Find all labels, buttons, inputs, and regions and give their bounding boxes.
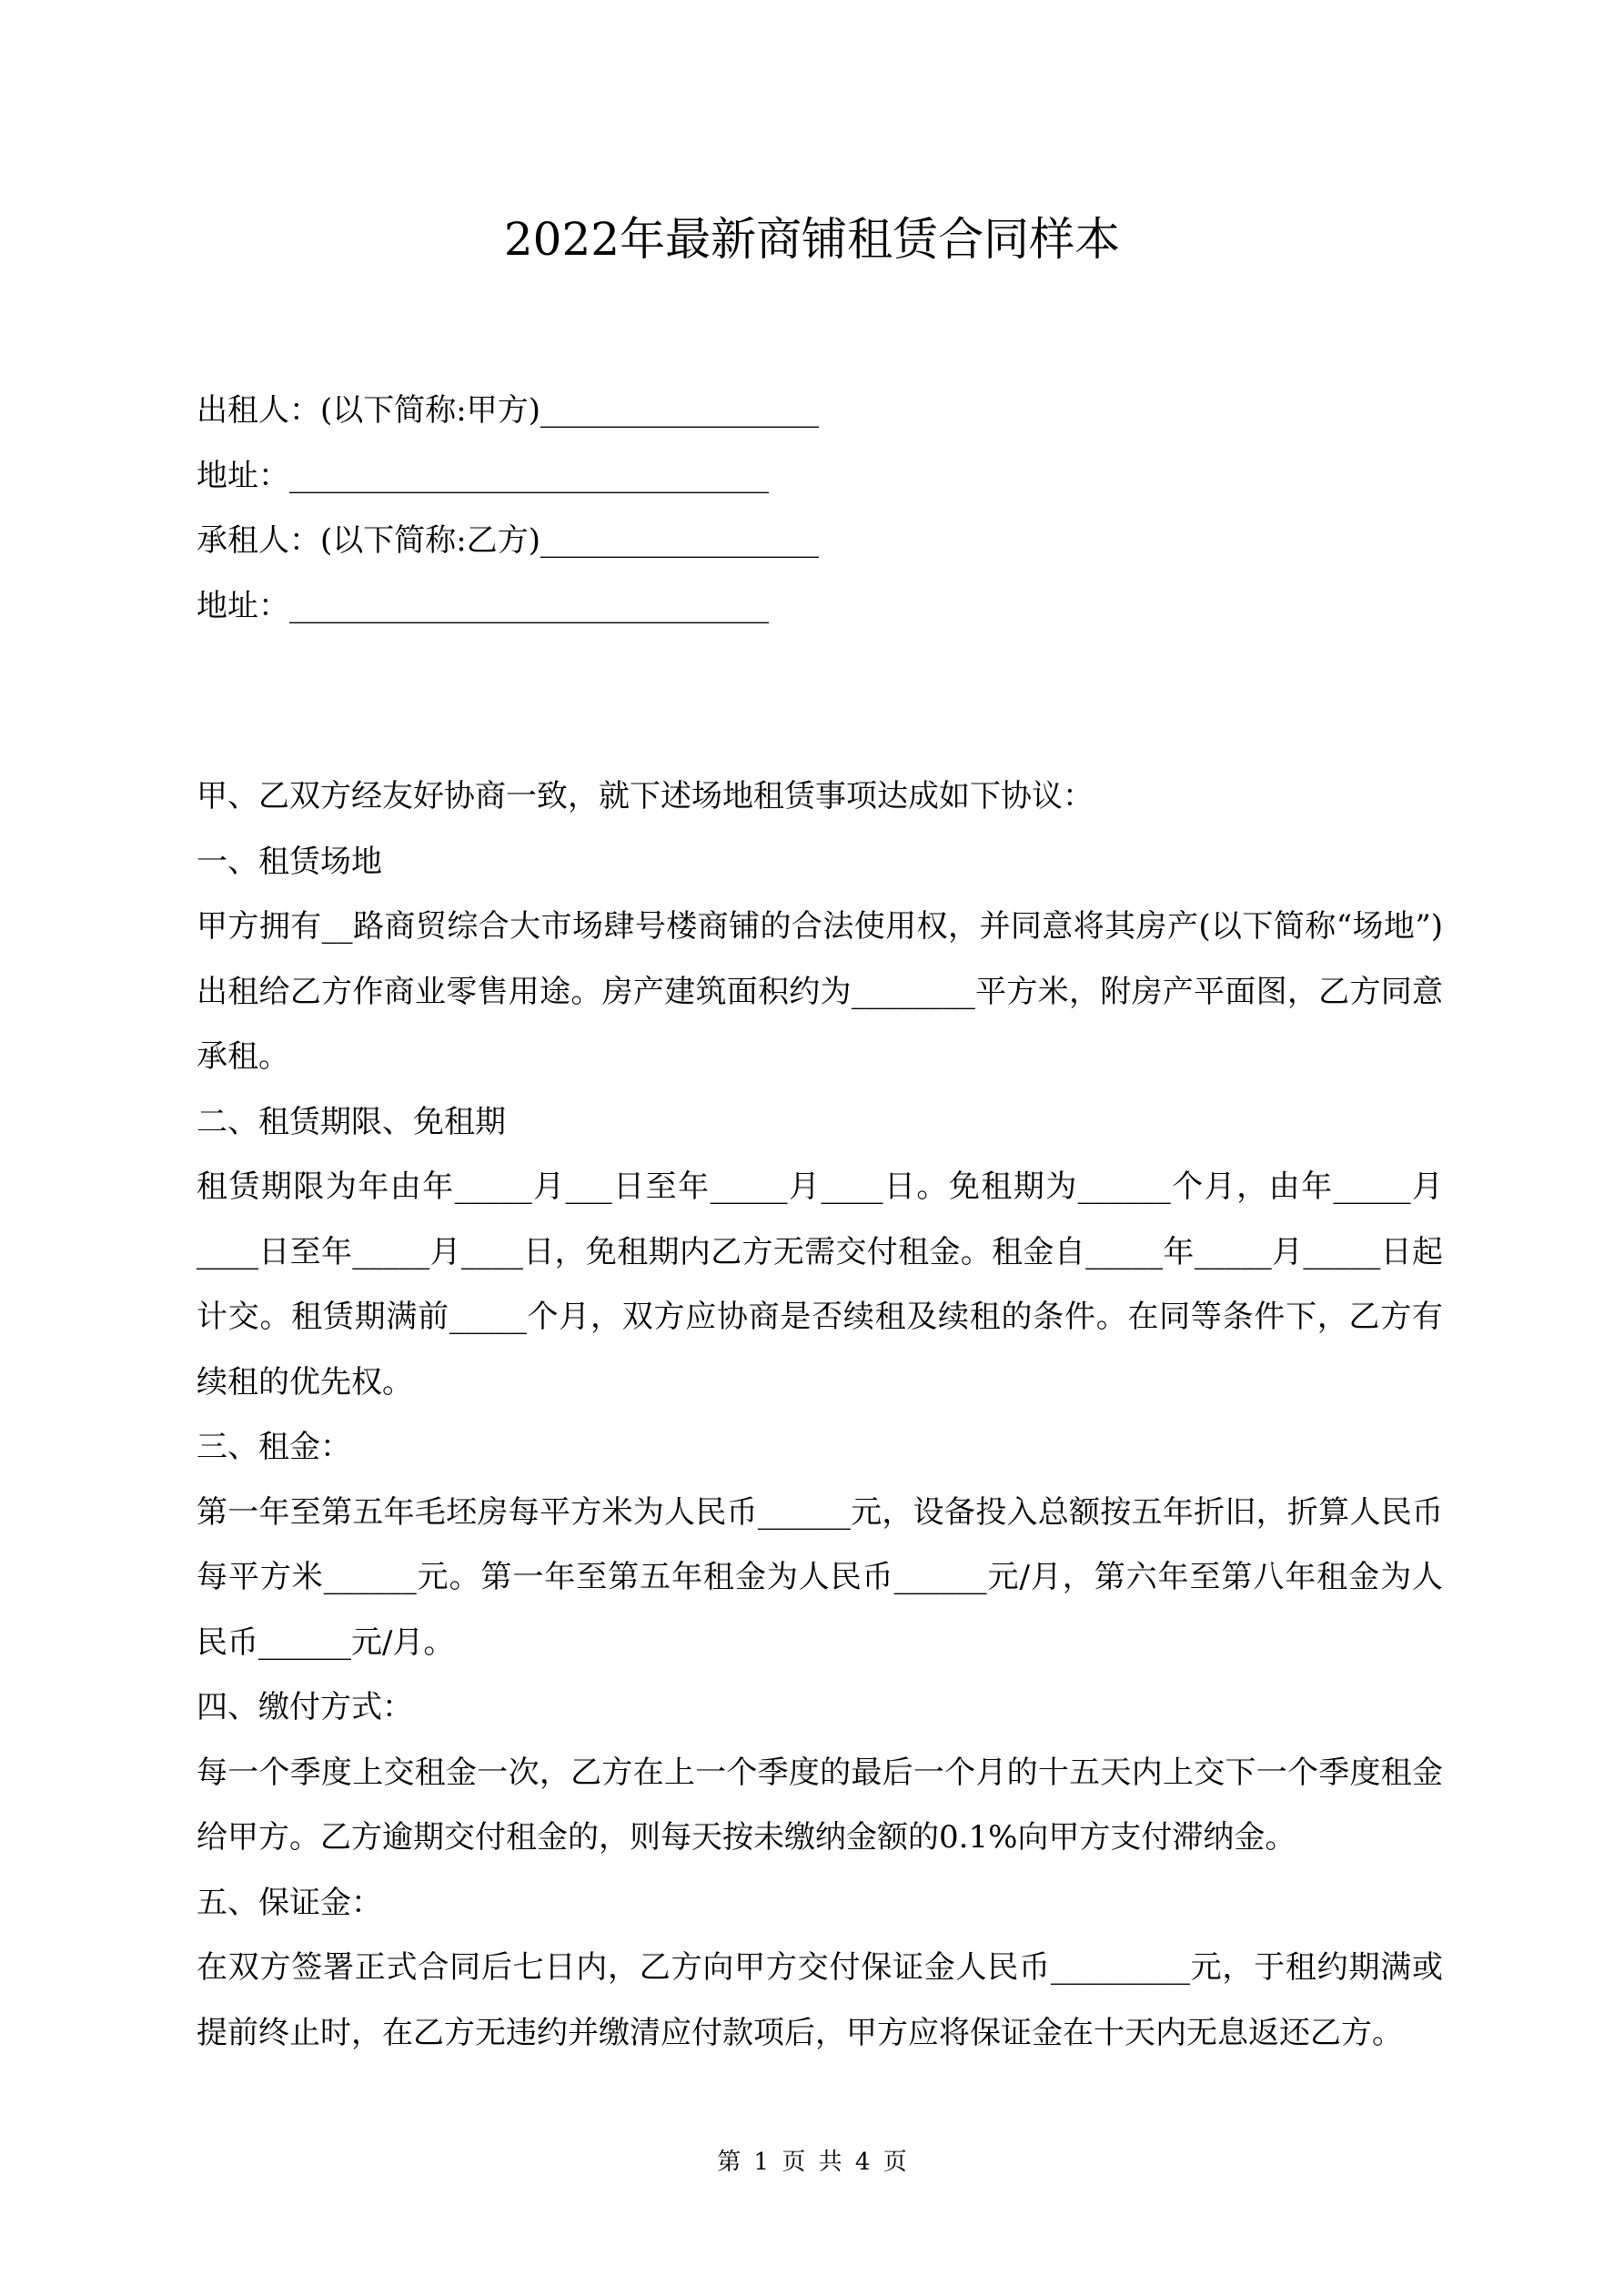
parties-block	[197, 379, 819, 639]
paragraph: 第一年至第五年毛坯房每平方米为人民币______元，设备投入总额按五年折旧，折算人民币每平方米______元。第一年至第五年租金为人民币______元/月，第六年至第八年租金为人民币______元/月。	[197, 1493, 1443, 1661]
paragraph: 租赁期限为年由年_____月___日至年_____月____日。免租期为______个月，由年_____月____日至年_____月____日，免租期内乙方无需交付租金。租金自_____年_____月_____日起计交。租赁期满前_____个月，双方应协商是否续租及续租的条件。在同等条件下，乙方有续租的优先权。	[197, 1168, 1443, 1401]
section-heading: 四、缴付方式：	[197, 1689, 413, 1725]
document-title: 2022年最新商铺租赁合同样本	[503, 213, 1121, 266]
lessee-line: 承租人：(以下简称:乙方)__________________	[197, 522, 819, 559]
page-footer: 第 1 页 共 4 页	[717, 2149, 907, 2176]
lessor-address-line: 地址：_______________________________	[197, 457, 769, 494]
paragraph: 在双方签署正式合同后七日内，乙方向甲方交付保证金人民币_________元，于租约期满或提前终止时，在乙方无违约并缴清应付款项后，甲方应将保证金在十天内无息返还乙方。	[197, 1949, 1443, 2051]
section-heading: 五、保证金：	[197, 1884, 382, 1921]
intro-paragraph: 甲、乙双方经友好协商一致，就下述场地租赁事项达成如下协议：	[197, 778, 1094, 814]
section-heading: 三、租金：	[197, 1429, 351, 1465]
paragraph: 每一个季度上交租金一次，乙方在上一个季度的最后一个月的十五天内上交下一个季度租金给甲方。乙方逾期交付租金的，则每天按未缴纳金额的0.1%向甲方支付滞纳金。	[197, 1754, 1443, 1856]
lessor-line: 出租人：(以下简称:甲方)__________________	[197, 392, 819, 429]
contract-body	[197, 764, 1443, 2066]
section-heading: 二、租赁期限、免租期	[197, 1103, 506, 1140]
section-heading: 一、租赁场地	[197, 843, 382, 880]
lessee-address-line: 地址：_______________________________	[197, 587, 769, 624]
paragraph: 甲方拥有__路商贸综合大市场肆号楼商铺的合法使用权，并同意将其房产(以下简称“场地”)出租给乙方作商业零售用途。房产建筑面积约为________平方米，附房产平面图，乙方同意承租。	[197, 908, 1443, 1075]
